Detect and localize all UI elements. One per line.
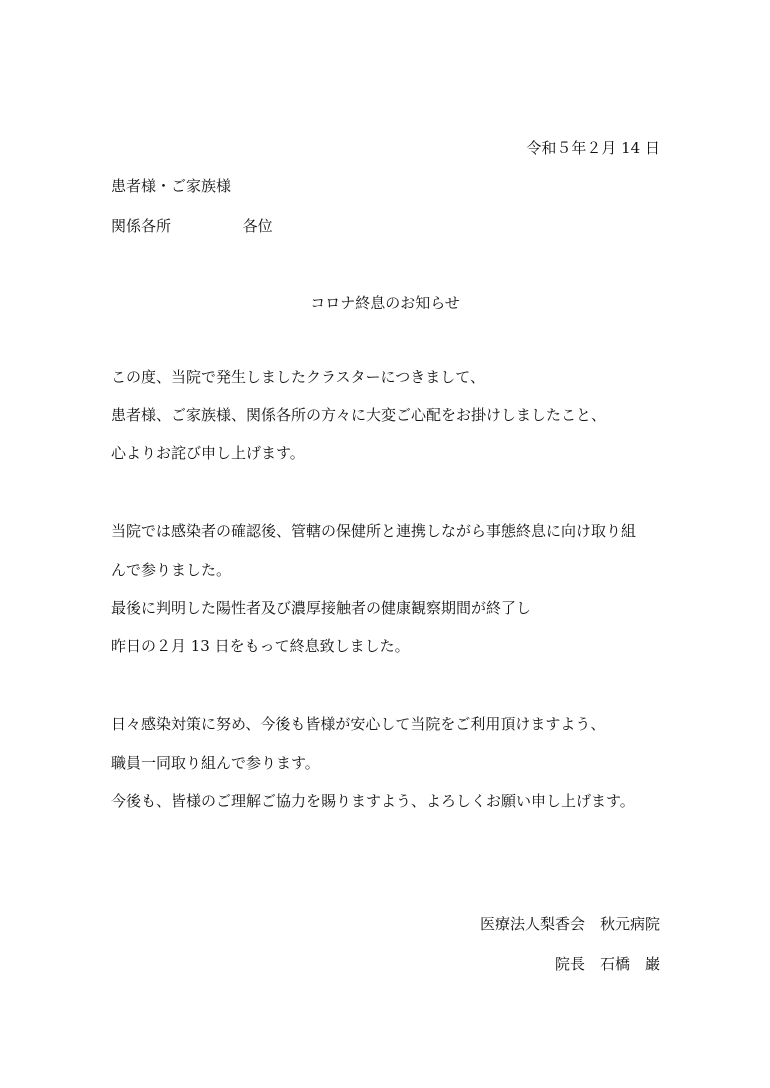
paragraph-line: んで参りました。 xyxy=(111,561,232,579)
paragraph-line: 職員一同取り組んで参ります。 xyxy=(111,754,320,772)
paragraph-line: 心よりお詫び申し上げます。 xyxy=(111,444,305,462)
paragraph-line: 日々感染対策に努め、今後も皆様が安心して当院をご利用頂けますよう、 xyxy=(111,715,606,733)
recipient-line-related xyxy=(111,216,273,236)
recipient-honorific: 各位 xyxy=(242,217,273,235)
paragraph-line: 昨日の２月 13 日をもって終息致しました。 xyxy=(111,637,410,655)
paragraph-line: 今後も、皆様のご理解ご協力を賜りますよう、よろしくお願い申し上げます。 xyxy=(111,792,635,810)
recipient-line-patients: 患者様・ご家族様 xyxy=(111,177,232,195)
paragraph-line: 患者様、ご家族様、関係各所の方々に大変ご心配をお掛けしましたこと、 xyxy=(111,406,607,424)
signature-organization: 医療法人梨香会 秋元病院 xyxy=(479,915,660,933)
signature-director: 院長 石橋 巌 xyxy=(554,955,660,973)
paragraph-line: 当院では感染者の確認後、管轄の保健所と連携しながら事態終息に向け取り組 xyxy=(111,522,637,540)
paragraph-line: 最後に判明した陽性者及び濃厚接触者の健康観察期間が終了し xyxy=(111,599,532,617)
letter-title: コロナ終息のお知らせ xyxy=(310,294,460,312)
recipient-related-offices: 関係各所 xyxy=(111,217,172,235)
paragraph-line: この度、当院で発生しましたクラスターにつきまして、 xyxy=(111,368,485,386)
letter-date: 令和５年２月 14 日 xyxy=(526,139,660,157)
